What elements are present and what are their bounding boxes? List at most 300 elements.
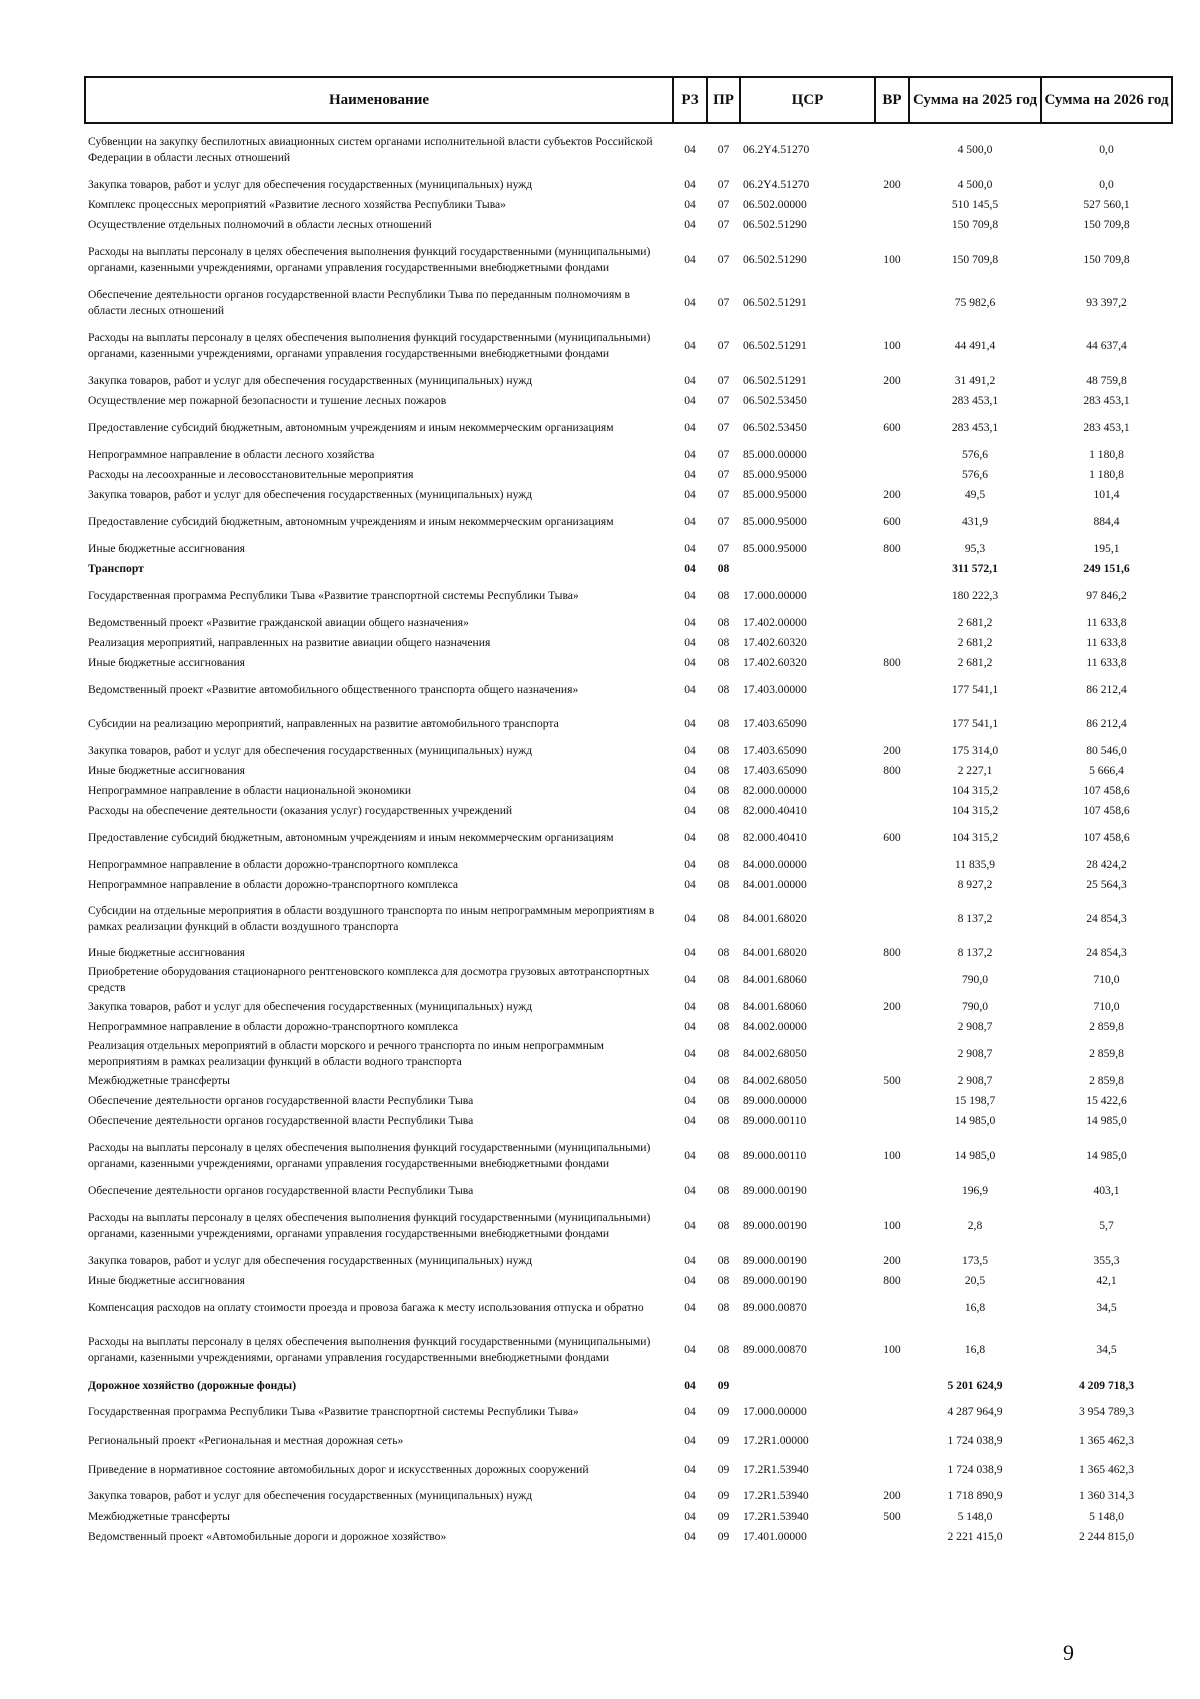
table-row <box>85 943 1172 963</box>
cell-sum-2026: 11 633,8 <box>1086 656 1127 669</box>
cell-sum-2025: 8 137,2 <box>957 912 993 925</box>
cell-sum-2026: 150 709,8 <box>1083 253 1130 266</box>
header-rz: РЗ <box>673 77 707 123</box>
cell-pr: 07 <box>717 339 730 352</box>
cell-sum-2025: 175 314,0 <box>951 744 999 757</box>
cell-vr <box>875 855 909 875</box>
cell-name: Расходы на лесоохранные и лесовосстановительные мероприятия <box>88 468 414 481</box>
cell-pr: 08 <box>717 1114 730 1127</box>
cell-vr: 100 <box>883 253 901 266</box>
cell-vr: 600 <box>883 515 901 528</box>
table-row <box>85 821 1172 855</box>
cell-pr: 07 <box>717 515 730 528</box>
cell-sum-2026: 249 151,6 <box>1083 562 1130 575</box>
cell-pr: 08 <box>717 1000 730 1013</box>
cell-name: Субвенции на закупку беспилотных авиационных систем органами исполнительной власти субъектов Российской Федерации в области лесных отношений <box>88 134 653 164</box>
table-row <box>85 653 1172 673</box>
table-row <box>85 1071 1172 1091</box>
cell-pr: 08 <box>717 562 730 575</box>
cell-csr: 06.502.51290 <box>743 253 807 266</box>
table-row <box>85 963 1172 997</box>
cell-sum-2025: 177 541,1 <box>951 683 999 696</box>
cell-csr: 85.000.95000 <box>743 468 807 481</box>
cell-vr <box>875 465 909 485</box>
cell-name: Приобретение оборудования стационарного рентгеновского комплекса для досмотра грузовых автотранспортных средств <box>88 965 650 994</box>
cell-csr: 06.502.51291 <box>743 339 807 352</box>
cell-rz: 04 <box>684 1219 696 1232</box>
cell-csr <box>740 1375 875 1397</box>
cell-vr: 200 <box>883 488 901 501</box>
table-row <box>85 1325 1172 1375</box>
table-row <box>85 1037 1172 1071</box>
cell-pr: 08 <box>717 858 730 871</box>
table-row <box>85 579 1172 613</box>
cell-sum-2025: 2 908,7 <box>957 1020 993 1033</box>
cell-name: Непрограммное направление в области дорожно-транспортного комплекса <box>88 858 459 871</box>
cell-csr: 17.2R1.53940 <box>743 1510 809 1523</box>
cell-rz: 04 <box>684 1301 696 1314</box>
cell-pr: 08 <box>717 946 730 959</box>
cell-name: Реализация отдельных мероприятий в области морского и речного транспорта по иным непрограммным мероприятиям в рамках реализации функций в области водного транспорта <box>88 1039 604 1068</box>
cell-csr: 85.000.95000 <box>743 488 807 501</box>
page-number: 9 <box>1063 1640 1074 1665</box>
table-row <box>85 875 1172 895</box>
cell-sum-2026: 2 859,8 <box>1089 1020 1124 1033</box>
cell-pr: 08 <box>717 717 730 730</box>
cell-sum-2025: 196,9 <box>961 1184 989 1197</box>
cell-pr: 08 <box>717 744 730 757</box>
table-row <box>85 485 1172 505</box>
cell-csr: 84.002.68050 <box>743 1047 807 1060</box>
cell-sum-2025: 15 198,7 <box>954 1094 996 1107</box>
cell-name: Расходы на обеспечение деятельности (оказания услуг) государственных учреждений <box>88 804 513 817</box>
cell-name: Компенсация расходов на оплату стоимости проезда и провоза багажа к месту использования отпуска и обратно <box>88 1301 644 1314</box>
cell-pr: 08 <box>717 1149 730 1162</box>
cell-vr <box>875 579 909 613</box>
cell-rz: 04 <box>684 448 696 461</box>
cell-sum-2025: 104 315,2 <box>951 804 999 817</box>
cell-csr: 82.000.00000 <box>743 784 807 797</box>
table-row <box>85 195 1172 215</box>
cell-sum-2025: 104 315,2 <box>951 831 999 844</box>
cell-rz: 04 <box>684 858 696 871</box>
table-row <box>85 1091 1172 1111</box>
cell-pr: 09 <box>717 1530 730 1543</box>
cell-pr: 08 <box>717 1047 730 1060</box>
cell-name: Субсидии на отдельные мероприятия в области воздушного транспорта по иным непрограммным мероприятиям в рамках реализации функций в области воздушного транспорта <box>88 904 655 933</box>
cell-rz: 04 <box>684 1343 696 1356</box>
table-row <box>85 781 1172 801</box>
cell-name: Иные бюджетные ассигнования <box>88 946 245 959</box>
cell-csr: 89.000.00870 <box>743 1301 807 1314</box>
cell-sum-2026: 2 859,8 <box>1089 1074 1124 1087</box>
table-row <box>85 1397 1172 1427</box>
cell-name: Закупка товаров, работ и услуг для обеспечения государственных (муниципальных) нужд <box>88 488 533 501</box>
cell-vr <box>875 1037 909 1071</box>
cell-sum-2025: 2 908,7 <box>957 1074 993 1087</box>
cell-sum-2025: 790,0 <box>961 973 989 986</box>
cell-sum-2026: 28 424,2 <box>1086 858 1127 871</box>
table-body <box>85 123 1172 1547</box>
cell-name: Обеспечение деятельности органов государственной власти Республики Тыва <box>88 1114 474 1127</box>
budget-table <box>84 76 1173 1547</box>
cell-csr: 85.000.95000 <box>743 515 807 528</box>
cell-rz: 04 <box>684 374 696 387</box>
cell-csr: 85.000.95000 <box>743 542 807 555</box>
cell-sum-2026: 1 180,8 <box>1089 468 1124 481</box>
cell-pr: 08 <box>717 1343 730 1356</box>
cell-name: Закупка товаров, работ и услуг для обеспечения государственных (муниципальных) нужд <box>88 744 533 757</box>
cell-pr: 07 <box>717 178 730 191</box>
header-csr: ЦСР <box>740 77 875 123</box>
cell-sum-2025: 2 681,2 <box>957 616 993 629</box>
header-sum-2025: Сумма на 2025 год <box>909 77 1041 123</box>
cell-pr: 08 <box>717 1301 730 1314</box>
cell-rz: 04 <box>684 717 696 730</box>
cell-csr: 84.002.68050 <box>743 1074 807 1087</box>
cell-vr <box>875 673 909 707</box>
cell-pr: 09 <box>717 1434 730 1447</box>
cell-vr <box>875 613 909 633</box>
cell-name: Иные бюджетные ассигнования <box>88 542 245 555</box>
cell-csr: 89.000.00190 <box>743 1219 807 1232</box>
table-row <box>85 801 1172 821</box>
table-row <box>85 1201 1172 1251</box>
cell-pr: 07 <box>717 296 730 309</box>
cell-rz: 04 <box>684 784 696 797</box>
cell-name: Расходы на выплаты персоналу в целях обеспечения выполнения функций государственными (муниципальными) органами, казенными учреждениями, органами управления государственными внебюджетными фондами <box>88 1211 651 1240</box>
cell-csr: 17.403.00000 <box>743 683 807 696</box>
table-row <box>85 445 1172 465</box>
cell-sum-2025: 5 201 624,9 <box>947 1379 1003 1392</box>
cell-sum-2026: 5 666,4 <box>1089 764 1124 777</box>
table-row <box>85 1111 1172 1131</box>
cell-pr: 08 <box>717 784 730 797</box>
cell-sum-2025: 20,5 <box>964 1274 986 1287</box>
cell-sum-2025: 16,8 <box>964 1301 986 1314</box>
cell-sum-2026: 86 212,4 <box>1086 717 1127 730</box>
cell-rz: 04 <box>684 296 696 309</box>
cell-vr: 200 <box>883 1254 901 1267</box>
cell-sum-2025: 150 709,8 <box>951 218 999 231</box>
cell-sum-2026: 11 633,8 <box>1086 616 1127 629</box>
cell-sum-2025: 14 985,0 <box>954 1149 996 1162</box>
cell-vr <box>875 1017 909 1037</box>
cell-sum-2026: 0,0 <box>1099 142 1114 156</box>
table-row <box>85 465 1172 485</box>
cell-sum-2026: 107 458,6 <box>1083 784 1130 797</box>
cell-rz: 04 <box>684 1254 696 1267</box>
cell-vr <box>875 1375 909 1397</box>
cell-sum-2026: 355,3 <box>1093 1254 1120 1267</box>
cell-sum-2026: 0,0 <box>1099 178 1114 191</box>
cell-sum-2025: 49,5 <box>964 488 986 501</box>
cell-sum-2026: 1 360 314,3 <box>1078 1489 1135 1502</box>
cell-rz: 04 <box>684 946 696 959</box>
cell-name: Непрограммное направление в области дорожно-транспортного комплекса <box>88 878 459 891</box>
cell-sum-2026: 97 846,2 <box>1086 589 1127 602</box>
table-row <box>85 1507 1172 1527</box>
cell-sum-2025: 14 985,0 <box>954 1114 996 1127</box>
cell-sum-2026: 283 453,1 <box>1083 394 1130 407</box>
cell-rz: 04 <box>684 1074 696 1087</box>
cell-rz: 04 <box>684 198 696 211</box>
cell-sum-2026: 14 985,0 <box>1086 1149 1127 1162</box>
cell-name: Межбюджетные трансферты <box>88 1074 230 1087</box>
cell-vr <box>875 1091 909 1111</box>
table-row <box>85 1375 1172 1397</box>
cell-sum-2026: 283 453,1 <box>1083 421 1130 434</box>
cell-sum-2026: 710,0 <box>1093 973 1120 986</box>
cell-csr: 84.000.00000 <box>743 858 807 871</box>
cell-csr: 89.000.00870 <box>743 1343 807 1356</box>
cell-sum-2026: 403,1 <box>1093 1184 1120 1197</box>
cell-vr <box>875 875 909 895</box>
cell-name: Обеспечение деятельности органов государственной власти Республики Тыва <box>88 1184 474 1197</box>
cell-name: Ведомственный проект «Развитие гражданской авиации общего назначения» <box>88 616 469 629</box>
cell-sum-2026: 34,5 <box>1096 1301 1117 1314</box>
cell-csr: 06.502.00000 <box>743 198 807 211</box>
cell-pr: 08 <box>717 1020 730 1033</box>
table-row <box>85 1181 1172 1201</box>
cell-vr: 100 <box>883 1219 901 1232</box>
cell-pr: 07 <box>717 421 730 434</box>
cell-sum-2025: 2 221 415,0 <box>947 1530 1003 1543</box>
table-row <box>85 1427 1172 1455</box>
cell-sum-2025: 8 927,2 <box>957 878 993 891</box>
cell-sum-2025: 16,8 <box>964 1343 986 1356</box>
cell-pr: 08 <box>717 1254 730 1267</box>
cell-vr: 800 <box>883 946 901 959</box>
cell-vr: 800 <box>883 1274 901 1287</box>
cell-name: Предоставление субсидий бюджетным, автономным учреждениям и иным некоммерческим организациям <box>88 831 614 844</box>
cell-vr <box>875 285 909 321</box>
table-row <box>85 371 1172 391</box>
cell-rz: 04 <box>684 1149 696 1162</box>
cell-csr: 84.001.68060 <box>743 973 807 986</box>
cell-csr: 17.401.00000 <box>743 1530 807 1543</box>
cell-name: Закупка товаров, работ и услуг для обеспечения государственных (муниципальных) нужд <box>88 374 533 387</box>
cell-rz: 04 <box>684 1274 696 1287</box>
cell-csr: 17.000.00000 <box>743 589 807 602</box>
cell-rz: 04 <box>684 394 696 407</box>
cell-csr: 06.502.51290 <box>743 218 807 231</box>
cell-pr: 08 <box>717 912 730 925</box>
table-row <box>85 391 1172 411</box>
cell-vr: 200 <box>883 1000 901 1013</box>
cell-csr: 82.000.40410 <box>743 804 807 817</box>
cell-pr: 07 <box>717 448 730 461</box>
cell-sum-2026: 1 365 462,3 <box>1078 1463 1135 1476</box>
cell-sum-2025: 4 500,0 <box>957 178 993 191</box>
cell-csr: 06.502.51291 <box>743 374 807 387</box>
cell-sum-2025: 4 500,0 <box>957 142 993 156</box>
cell-vr: 100 <box>883 339 901 352</box>
cell-vr <box>875 123 909 175</box>
cell-sum-2026: 2 244 815,0 <box>1078 1530 1135 1543</box>
cell-csr: 17.402.00000 <box>743 616 807 629</box>
cell-name: Ведомственный проект «Автомобильные дороги и дорожное хозяйство» <box>88 1530 447 1543</box>
cell-rz: 04 <box>684 515 696 528</box>
table-row <box>85 123 1172 175</box>
cell-sum-2025: 790,0 <box>961 1000 989 1013</box>
cell-rz: 04 <box>684 616 696 629</box>
cell-rz: 04 <box>684 1489 696 1502</box>
cell-rz: 04 <box>684 1047 696 1060</box>
cell-vr: 500 <box>883 1074 901 1087</box>
cell-name: Осуществление мер пожарной безопасности и тушение лесных пожаров <box>88 394 447 407</box>
cell-vr: 500 <box>883 1510 901 1523</box>
cell-name: Предоставление субсидий бюджетным, автономным учреждениям и иным некоммерческим организациям <box>88 515 614 528</box>
cell-sum-2025: 4 287 964,9 <box>947 1405 1003 1418</box>
cell-csr: 17.2R1.53940 <box>743 1489 809 1502</box>
cell-name: Расходы на выплаты персоналу в целях обеспечения выполнения функций государственными (муниципальными) органами, казенными учреждениями, органами управления государственными внебюджетными фондами <box>88 245 651 274</box>
cell-csr: 89.000.00110 <box>743 1149 807 1162</box>
cell-name: Закупка товаров, работ и услуг для обеспечения государственных (муниципальных) нужд <box>88 1489 533 1502</box>
cell-rz: 04 <box>684 339 696 352</box>
cell-sum-2025: 177 541,1 <box>951 717 999 730</box>
cell-rz: 04 <box>684 468 696 481</box>
cell-vr <box>875 1527 909 1547</box>
table-row <box>85 997 1172 1017</box>
cell-rz: 04 <box>684 253 696 266</box>
cell-pr: 08 <box>717 636 730 649</box>
cell-pr: 09 <box>717 1489 730 1502</box>
cell-name: Государственная программа Республики Тыва «Развитие транспортной системы Республики Тыва» <box>88 1405 579 1418</box>
table-row <box>85 895 1172 943</box>
table-row <box>85 321 1172 371</box>
cell-sum-2025: 311 572,1 <box>952 562 998 575</box>
cell-vr: 200 <box>883 1489 901 1502</box>
cell-rz: 04 <box>684 488 696 501</box>
cell-pr: 08 <box>717 973 730 986</box>
cell-rz: 04 <box>684 1114 696 1127</box>
cell-vr <box>875 1291 909 1325</box>
table-header <box>85 77 1172 123</box>
cell-sum-2026: 527 560,1 <box>1083 198 1130 211</box>
cell-vr <box>875 1455 909 1485</box>
cell-sum-2026: 48 759,8 <box>1086 374 1127 387</box>
cell-csr: 06.2Y4.51270 <box>743 178 810 191</box>
cell-sum-2026: 86 212,4 <box>1086 683 1127 696</box>
cell-sum-2025: 180 222,3 <box>951 589 999 602</box>
cell-name: Комплекс процессных мероприятий «Развитие лесного хозяйства Республики Тыва» <box>88 198 506 211</box>
cell-sum-2025: 8 137,2 <box>957 946 993 959</box>
cell-sum-2026: 15 422,6 <box>1086 1094 1127 1107</box>
cell-name: Закупка товаров, работ и услуг для обеспечения государственных (муниципальных) нужд <box>88 1000 533 1013</box>
cell-csr: 89.000.00190 <box>743 1274 807 1287</box>
cell-csr: 17.402.60320 <box>743 656 807 669</box>
cell-rz: 04 <box>684 683 696 696</box>
cell-pr: 09 <box>717 1510 730 1523</box>
cell-vr <box>875 1181 909 1201</box>
cell-name: Иные бюджетные ассигнования <box>88 656 245 669</box>
cell-rz: 04 <box>684 1510 696 1523</box>
cell-name: Региональный проект «Региональная и местная дорожная сеть» <box>88 1434 404 1447</box>
cell-pr: 08 <box>717 1094 730 1107</box>
cell-sum-2025: 431,9 <box>961 515 989 528</box>
cell-sum-2025: 1 724 038,9 <box>947 1434 1003 1447</box>
cell-csr: 17.2R1.00000 <box>743 1434 809 1447</box>
cell-rz: 04 <box>684 178 696 191</box>
cell-pr: 07 <box>717 394 730 407</box>
cell-sum-2025: 150 709,8 <box>951 253 999 266</box>
cell-sum-2026: 150 709,8 <box>1083 218 1130 231</box>
cell-rz: 04 <box>684 1000 696 1013</box>
cell-pr: 08 <box>717 764 730 777</box>
cell-name: Транспорт <box>88 562 144 575</box>
header-sum-2026: Сумма на 2026 год <box>1041 77 1172 123</box>
table-row <box>85 175 1172 195</box>
cell-rz: 04 <box>684 1405 696 1418</box>
cell-name: Осуществление отдельных полномочий в области лесных отношений <box>88 218 432 231</box>
cell-csr: 17.403.65090 <box>743 764 807 777</box>
cell-pr: 07 <box>717 142 730 156</box>
table-row <box>85 215 1172 235</box>
cell-pr: 07 <box>717 488 730 501</box>
table-row <box>85 1455 1172 1485</box>
cell-csr: 84.001.68060 <box>743 1000 807 1013</box>
table-row <box>85 1131 1172 1181</box>
cell-sum-2026: 2 859,8 <box>1089 1047 1124 1060</box>
cell-sum-2025: 283 453,1 <box>951 394 999 407</box>
cell-rz: 04 <box>684 1463 696 1476</box>
cell-rz: 04 <box>684 831 696 844</box>
cell-name: Расходы на выплаты персоналу в целях обеспечения выполнения функций государственными (муниципальными) органами, казенными учреждениями, органами управления государственными внебюджетными фондами <box>88 331 651 360</box>
cell-rz: 04 <box>684 1094 696 1107</box>
cell-csr: 84.002.00000 <box>743 1020 807 1033</box>
table-row <box>85 505 1172 539</box>
cell-sum-2026: 4 209 718,3 <box>1078 1379 1135 1392</box>
cell-sum-2025: 2 681,2 <box>957 636 993 649</box>
table-row <box>85 741 1172 761</box>
cell-rz: 04 <box>684 744 696 757</box>
cell-pr: 08 <box>717 804 730 817</box>
table-row <box>85 1527 1172 1547</box>
cell-sum-2026: 93 397,2 <box>1086 296 1127 309</box>
cell-vr <box>875 445 909 465</box>
cell-vr <box>875 391 909 411</box>
cell-sum-2025: 5 148,0 <box>957 1510 993 1523</box>
cell-name: Иные бюджетные ассигнования <box>88 764 245 777</box>
cell-vr <box>875 895 909 943</box>
cell-sum-2025: 283 453,1 <box>951 421 999 434</box>
cell-sum-2026: 44 637,4 <box>1086 339 1127 352</box>
table-row <box>85 1485 1172 1507</box>
cell-sum-2025: 1 724 038,9 <box>947 1463 1003 1476</box>
cell-sum-2026: 24 854,3 <box>1086 946 1127 959</box>
cell-rz: 04 <box>684 1184 696 1197</box>
cell-vr <box>875 801 909 821</box>
cell-sum-2026: 107 458,6 <box>1083 831 1130 844</box>
cell-vr: 200 <box>883 744 901 757</box>
cell-vr: 800 <box>883 764 901 777</box>
cell-sum-2025: 44 491,4 <box>954 339 996 352</box>
cell-name: Расходы на выплаты персоналу в целях обеспечения выполнения функций государственными (муниципальными) органами, казенными учреждениями, органами управления государственными внебюджетными фондами <box>88 1335 651 1364</box>
cell-pr: 07 <box>717 253 730 266</box>
cell-vr <box>875 1427 909 1455</box>
cell-name: Закупка товаров, работ и услуг для обеспечения государственных (муниципальных) нужд <box>88 178 533 191</box>
cell-vr <box>875 1397 909 1427</box>
table-row <box>85 539 1172 559</box>
cell-name: Межбюджетные трансферты <box>88 1510 230 1523</box>
cell-sum-2025: 2 227,1 <box>957 764 993 777</box>
cell-name: Реализация мероприятий, направленных на развитие авиации общего назначения <box>88 636 491 649</box>
budget-sheet <box>84 76 1171 1547</box>
cell-rz: 04 <box>684 656 696 669</box>
cell-rz: 04 <box>684 636 696 649</box>
cell-name: Непрограммное направление в области дорожно-транспортного комплекса <box>88 1020 459 1033</box>
